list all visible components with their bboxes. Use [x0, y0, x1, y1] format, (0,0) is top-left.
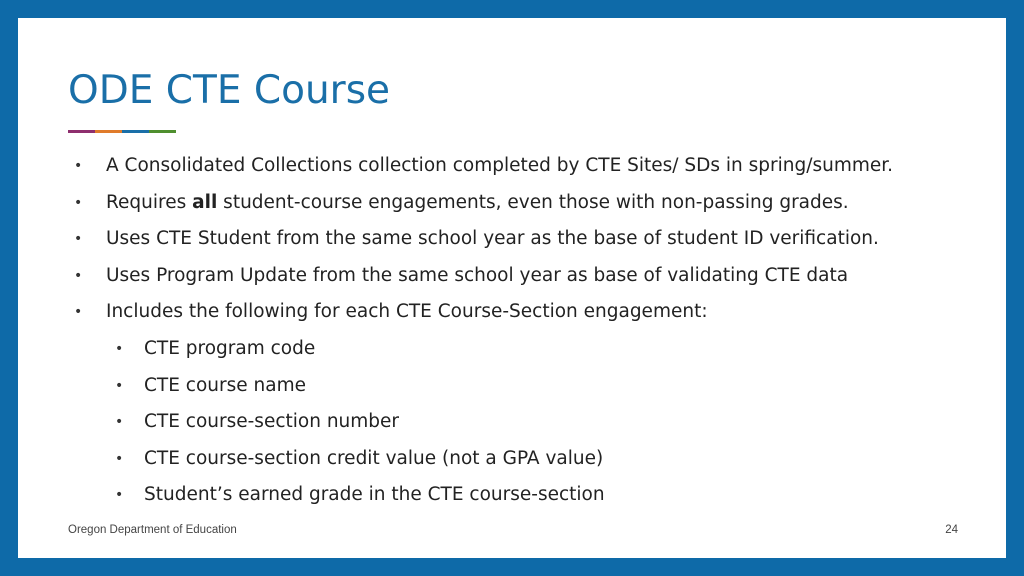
slide-title: ODE CTE Course — [68, 68, 391, 113]
bullet-text: Uses CTE Student from the same school year as the base of student ID verification. — [106, 228, 879, 250]
bullet-text: Includes the following for each CTE Course-Section engagement: — [106, 301, 708, 323]
accent-segment-purple — [68, 130, 95, 133]
sub-bullet-item — [74, 477, 954, 514]
accent-segment-orange — [95, 130, 122, 133]
sub-bullet-text: CTE course name — [144, 374, 306, 396]
bullet-dot: • — [115, 340, 124, 357]
sub-bullet-item — [74, 404, 954, 441]
bullet-dot: • — [74, 194, 83, 211]
bullet-text: Uses Program Update from the same school year as base of validating CTE data — [106, 264, 849, 286]
bullet-item — [74, 258, 954, 295]
slide — [18, 18, 1006, 558]
bullet-item — [74, 148, 954, 185]
sub-bullet-item — [74, 441, 954, 478]
bullet-dot: • — [115, 414, 124, 431]
bullet-dot: • — [74, 231, 83, 248]
bullet-dot: • — [115, 487, 124, 504]
bullet-dot: • — [74, 267, 83, 284]
bullet-item — [74, 294, 954, 331]
accent-segment-blue — [122, 130, 149, 133]
sub-bullet-text: CTE course-section credit value (not a GPA value) — [144, 447, 604, 469]
bullet-text-pre: Requires — [106, 191, 193, 213]
bullet-text — [106, 185, 849, 222]
footer-organization: Oregon Department of Education — [68, 524, 237, 536]
bullet-dot: • — [115, 377, 124, 394]
sub-bullet-text: CTE course-section number — [144, 411, 400, 433]
sub-bullet-item — [74, 368, 954, 405]
accent-segment-green — [149, 130, 176, 133]
bullet-dot: • — [74, 304, 83, 321]
bullet-text-post: student-course engagements, even those with non-passing grades. — [217, 191, 849, 213]
bullet-text-bold: all — [192, 191, 218, 213]
bullet-dot: • — [115, 450, 124, 467]
bullet-list — [74, 148, 954, 514]
title-accent-rule — [68, 130, 176, 133]
bullet-item — [74, 185, 954, 222]
page-number: 24 — [945, 524, 958, 536]
bullet-item — [74, 221, 954, 258]
sub-bullet-text: CTE program code — [144, 337, 316, 359]
bullet-dot: • — [74, 158, 83, 174]
bullet-text: A Consolidated Collections collection completed by CTE Sites/ SDs in spring/summer. — [106, 155, 894, 176]
sub-bullet-text: Student’s earned grade in the CTE course-section — [144, 484, 605, 506]
sub-bullet-item — [74, 331, 954, 368]
